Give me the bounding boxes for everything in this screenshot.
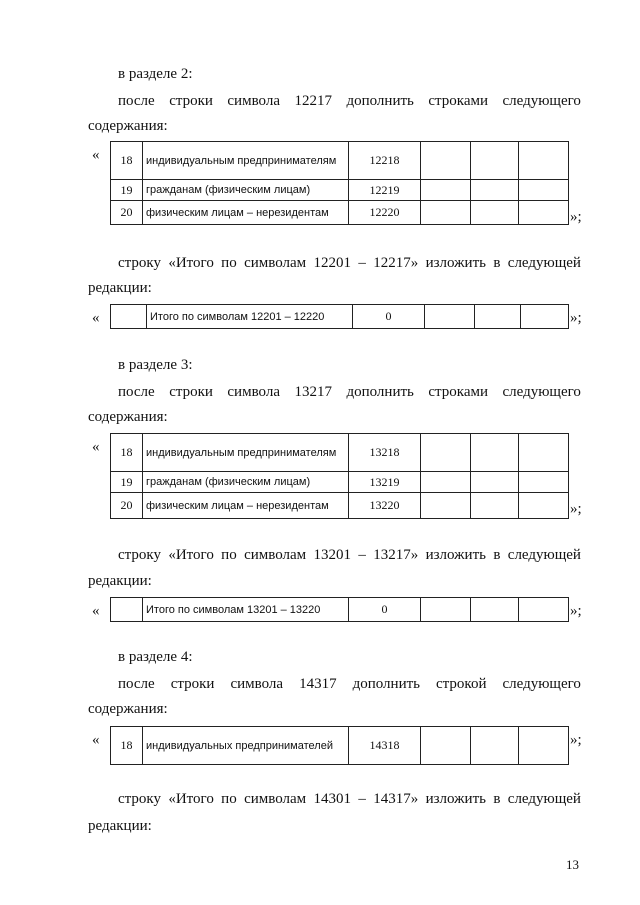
section3-total-instruction [118,546,581,564]
word: «Итого [168,547,214,563]
row-name: гражданам (физическим лицам) [143,180,349,201]
open-quote: « [92,603,100,619]
empty-cell [521,305,569,329]
empty-cell [111,598,143,622]
row-number: 18 [111,142,143,180]
empty-cell [421,142,471,180]
section2-intro [118,92,581,110]
section3-heading: в разделе 3: [118,357,193,373]
word: по [221,547,237,563]
word: 14317 [299,676,337,692]
word: следующей [507,547,581,563]
empty-cell [425,305,475,329]
word: дополнить [346,384,414,400]
row-code: 12220 [349,201,421,225]
row-number: 20 [111,493,143,519]
empty-cell [471,201,519,225]
empty-cell [421,727,471,765]
section4-total-instruction [118,790,581,808]
word: строки [170,676,215,692]
empty-cell [421,598,471,622]
empty-cell [421,493,471,519]
total-value: 0 [349,598,421,622]
row-name: индивидуальных предпринимателей [143,727,349,765]
word: в [493,547,501,563]
row-code: 12219 [349,180,421,201]
row-code: 13220 [349,493,421,519]
word: по [221,791,237,807]
word: изложить [425,255,486,271]
row-number: 18 [111,727,143,765]
row-name: индивидуальным предпринимателям [143,434,349,472]
table-row [111,434,569,472]
empty-cell [519,434,569,472]
total-value: 0 [353,305,425,329]
word: 13201 [313,547,352,563]
word: 14317» [373,791,419,807]
word: следующего [502,384,581,400]
open-quote: « [92,147,100,163]
word: 13217» [373,547,419,563]
row-name: физическим лицам – нерезидентам [143,201,349,225]
section4-rows-table [110,726,569,765]
section4-total-cont: редакции: [88,818,152,834]
total-label: Итого по символам 12201 – 12220 [147,305,353,329]
close-quote: »; [570,501,582,517]
word: изложить [425,547,486,563]
word: строку [118,791,161,807]
empty-cell [471,493,519,519]
section4-heading: в разделе 4: [118,649,193,665]
word: строки [169,384,213,400]
empty-cell [471,434,519,472]
empty-cell [519,201,569,225]
row-number: 19 [111,180,143,201]
table-row [111,180,569,201]
word: строкой [436,676,487,692]
section3-total-table [110,597,569,622]
section4-intro-cont: содержания: [88,701,168,717]
total-label: Итого по символам 13201 – 13220 [143,598,349,622]
empty-cell [471,472,519,493]
empty-cell [519,598,569,622]
close-quote: »; [570,209,582,225]
word: – [358,791,366,807]
empty-cell [519,727,569,765]
section2-total-instruction [118,254,581,272]
open-quote: « [92,732,100,748]
empty-cell [519,180,569,201]
word: символа [227,384,280,400]
empty-cell [471,180,519,201]
section3-rows-table [110,433,569,519]
word: – [358,547,366,563]
empty-cell [421,434,471,472]
word: следующей [507,791,581,807]
close-quote: »; [570,310,582,326]
word: дополнить [352,676,420,692]
word: символам [244,791,307,807]
row-number: 19 [111,472,143,493]
word: 12201 [313,255,352,271]
row-number: 20 [111,201,143,225]
word: «Итого [168,255,214,271]
section4-intro [118,675,581,693]
row-number: 18 [111,434,143,472]
word: – [358,255,366,271]
open-quote: « [92,310,100,326]
row-name: физическим лицам – нерезидентам [143,493,349,519]
section2-rows-table [110,141,569,225]
section3-intro [118,383,581,401]
row-code: 13219 [349,472,421,493]
word: 13217 [294,384,332,400]
open-quote: « [92,439,100,455]
table-row [111,305,569,329]
empty-cell [519,142,569,180]
word: в [493,255,501,271]
close-quote: »; [570,603,582,619]
word: символам [244,255,307,271]
empty-cell [519,472,569,493]
table-row [111,598,569,622]
word: 12217 [294,93,332,109]
empty-cell [519,493,569,519]
word: в [493,791,501,807]
table-row [111,727,569,765]
empty-cell [471,727,519,765]
section3-total-cont: редакции: [88,573,152,589]
word: строку [118,255,161,271]
empty-cell [421,201,471,225]
empty-cell [471,142,519,180]
empty-cell [471,598,519,622]
row-code: 12218 [349,142,421,180]
table-row [111,472,569,493]
table-row [111,493,569,519]
empty-cell [421,472,471,493]
row-name: гражданам (физическим лицам) [143,472,349,493]
word: «Итого [168,791,214,807]
empty-cell [111,305,147,329]
row-name: индивидуальным предпринимателям [143,142,349,180]
row-code: 14318 [349,727,421,765]
word: 12217» [373,255,419,271]
word: строками [428,384,488,400]
word: строки [169,93,213,109]
word: 14301 [313,791,352,807]
word: дополнить [346,93,414,109]
word: после [118,93,155,109]
word: строку [118,547,161,563]
section2-intro-cont: содержания: [88,118,168,134]
section2-total-table [110,304,569,329]
word: после [118,676,155,692]
page-number: 13 [566,857,579,872]
table-row [111,142,569,180]
word: следующего [502,93,581,109]
word: символа [227,93,280,109]
section3-intro-cont: содержания: [88,409,168,425]
close-quote: »; [570,732,582,748]
word: следующего [502,676,581,692]
word: по [221,255,237,271]
empty-cell [421,180,471,201]
word: изложить [425,791,486,807]
section2-heading: в разделе 2: [118,66,193,82]
empty-cell [475,305,521,329]
row-code: 13218 [349,434,421,472]
word: символам [244,547,307,563]
word: следующей [507,255,581,271]
table-row [111,201,569,225]
section2-total-cont: редакции: [88,280,152,296]
word: после [118,384,155,400]
word: строками [428,93,488,109]
word: символа [230,676,284,692]
